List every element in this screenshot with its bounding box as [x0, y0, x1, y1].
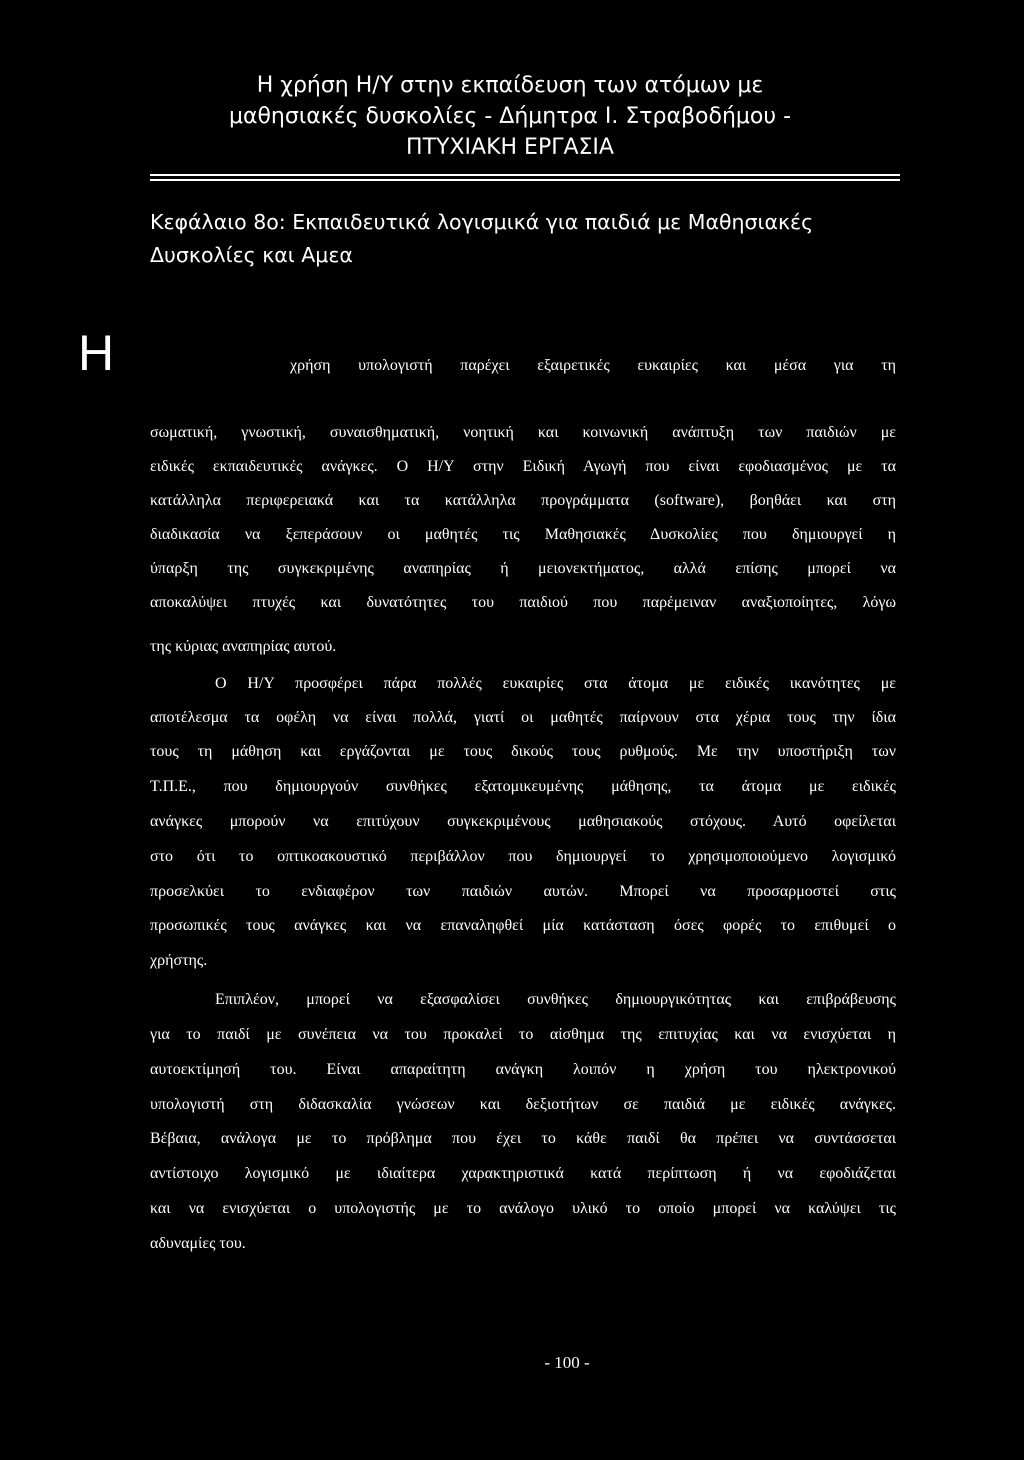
paragraph-line: ειδικές εκπαιδευτικές ανάγκες. Ο Η/Υ στην Ειδική Αγωγή που είναι εφοδιασμένος με τα [150, 458, 896, 475]
paragraph-line: στο ότι το οπτικοακουστικό περιβάλλον που δημιουργεί το χρησιμοποιούμενο λογισμικό [150, 848, 896, 865]
paragraph-line: αντίστοιχο λογισμικό με ιδιαίτερα χαρακτηριστικά κατά περίπτωση ή να εφοδιάζεται [150, 1165, 896, 1182]
paragraph-line: της κύριας αναπηρίας αυτού. [150, 638, 337, 655]
paragraph-line: Τ.Π.Ε., που δημιουργούν συνθήκες εξατομικευμένης μάθησης, τα άτομα με ειδικές [150, 778, 896, 795]
paragraph-line: υπολογιστή στη διδασκαλία γνώσεων και δεξιοτήτων σε παιδιά με ειδικές ανάγκες. [150, 1096, 896, 1113]
paragraph-line: χρήση υπολογιστή παρέχει εξαιρετικές ευκαιρίες και μέσα για τη [290, 357, 896, 374]
chapter-title-line: Δυσκολίες και Αμεα [150, 243, 353, 267]
header-line: Η χρήση Η/Υ στην εκπαίδευση των ατόμων με [256, 73, 764, 98]
page-number: - 100 - [544, 1353, 590, 1372]
header-line: ΠΤΥΧΙΑΚΗ ΕΡΓΑΣΙΑ [406, 135, 614, 160]
paragraph-line: αποκαλύψει πτυχές και δυνατότητες του παιδιού που παρέμειναν αναξιοποίητες, λόγω [150, 594, 896, 611]
paragraph-line: διαδικασία να ξεπεράσουν οι μαθητές τις Μαθησιακές Δυσκολίες που δημιουργεί η [150, 526, 896, 543]
paragraph-line: κατάλληλα περιφερειακά και τα κατάλληλα προγράμματα (software), βοηθάει και στη [150, 492, 896, 509]
paragraph-line: τους τη μάθηση και εργάζονται με τους δικούς τους ρυθμούς. Με την υποστήριξη των [150, 743, 896, 760]
paragraph-line: προσωπικές τους ανάγκες και να επαναληφθεί μία κατάσταση όσες φορές το επιθυμεί ο [150, 917, 896, 934]
paragraph-line: Βέβαια, ανάλογα με το πρόβλημα που έχει το κάθε παιδί θα πρέπει να συντάσσεται [150, 1130, 896, 1147]
chapter-title [150, 206, 910, 272]
paragraph-line: αυτοεκτίμησή του. Είναι απαραίτητη ανάγκη λοιπόν η χρήση του ηλεκτρονικού [150, 1061, 896, 1078]
header-rule [150, 179, 900, 181]
paragraph-line: σωματική, γνωστική, συναισθηματική, νοητική και κοινωνική ανάπτυξη των παιδιών με [150, 424, 896, 441]
paragraph-line: ύπαρξη της συγκεκριμένης αναπηρίας ή μειονεκτήματος, αλλά επίσης μπορεί να [150, 560, 896, 577]
paragraph-line: Ο Η/Υ προσφέρει πάρα πολλές ευκαιρίες στα άτομα με ειδικές ικανότητες με [215, 675, 896, 692]
chapter-title-line: Κεφάλαιο 8ο: Εκπαιδευτικά λογισμικά για παιδιά με Μαθησιακές [150, 210, 814, 234]
paragraph-line: προσελκύει το ενδιαφέρον των παιδιών αυτών. Μπορεί να προσαρμοστεί στις [150, 883, 896, 900]
paragraph-line: ανάγκες μπορούν να επιτύχουν συγκεκριμένους μαθησιακούς στόχους. Αυτό οφείλεται [150, 813, 896, 830]
paragraph-line: και να ενισχύεται ο υπολογιστής με το ανάλογο υλικό το οποίο μπορεί να καλύψει τις [150, 1200, 896, 1217]
paragraph-line: για το παιδί με συνέπεια να του προκαλεί το αίσθημα της επιτυχίας και να ενισχύεται η [150, 1026, 896, 1043]
header-rule [150, 174, 900, 176]
paragraph-line: αποτέλεσμα τα οφέλη να είναι πολλά, γιατί οι μαθητές παίρνουν στα χέρια τους την ίδια [150, 709, 896, 726]
paragraph-line: Επιπλέον, μπορεί να εξασφαλίσει συνθήκες δημιουργικότητας και επιβράβευσης [215, 991, 896, 1008]
running-header [130, 70, 890, 163]
header-line: μαθησιακές δυσκολίες - Δήμητρα Ι. Στραβοδήμου - [228, 104, 792, 129]
paragraph-line: αδυναμίες του. [150, 1235, 246, 1252]
paragraph-line: χρήστης. [150, 952, 208, 969]
drop-cap: Η [78, 325, 115, 381]
